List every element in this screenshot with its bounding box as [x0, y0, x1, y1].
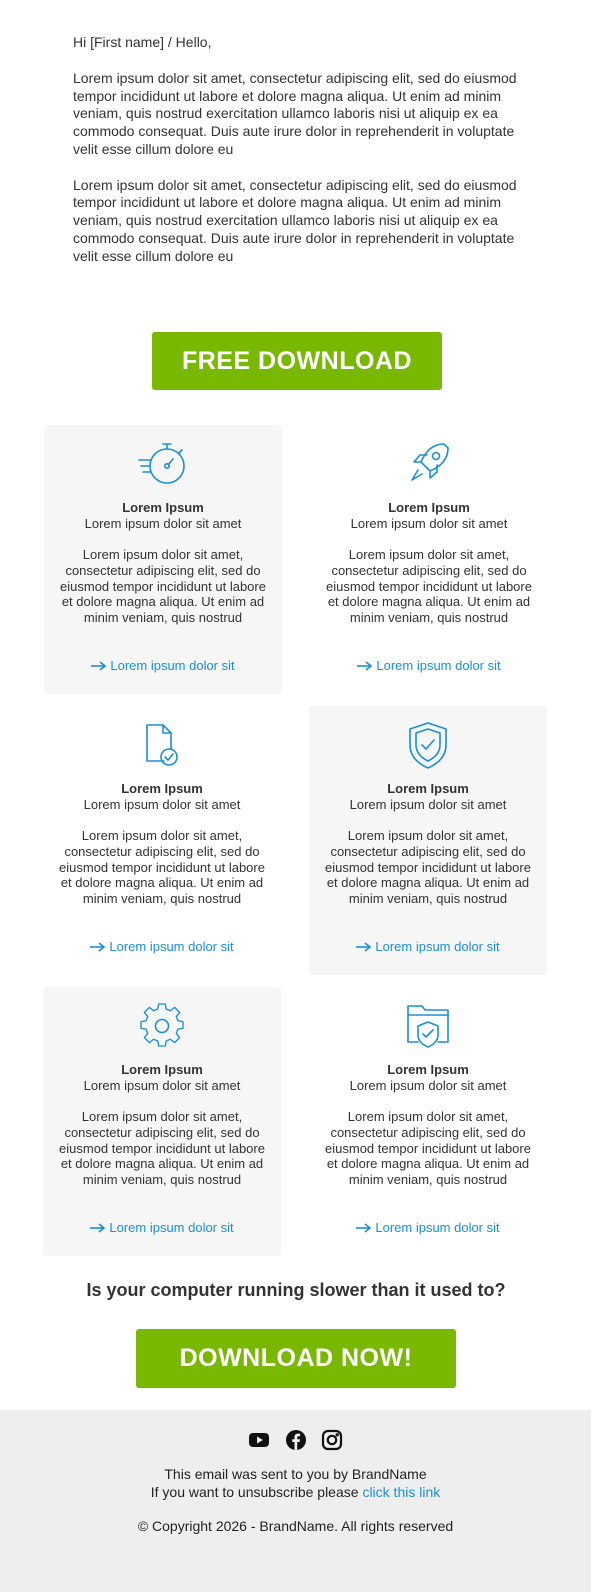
card-subtitle: Lorem ipsum dolor sit amet [350, 516, 508, 531]
card-title: Lorem Ipsum [387, 1062, 469, 1077]
card-link-label[interactable]: Lorem ipsum dolor sit [375, 1220, 500, 1235]
feature-card [43, 987, 281, 1256]
arrow-right-icon [91, 659, 107, 674]
card-link-label[interactable]: Lorem ipsum dolor sit [109, 939, 234, 954]
shield-check-icon [309, 721, 547, 771]
card-link-label[interactable]: Lorem ipsum dolor sit [109, 1220, 234, 1235]
rocket-icon [310, 440, 548, 490]
card-link-label[interactable]: Lorem ipsum dolor sit [110, 658, 235, 673]
intro-paragraph: Lorem ipsum dolor sit amet, consectetur adipiscing elit, sed do eiusmod tempor incididunt ut labore et dolore magna aliqua. Ut enim ad minim veniam, quis nostrud exercitation ullamco laboris nisi ut aliquip ex ea commodo consequat. Duis aute irure dolor in reprehenderit in voluptate velit esse cillum dolore eu [73, 176, 517, 264]
stopwatch-icon [44, 440, 282, 490]
free-download-button[interactable]: FREE DOWNLOAD [152, 332, 442, 390]
feature-card [309, 987, 547, 1256]
arrow-right-icon [90, 940, 106, 955]
sent-by-text: This email was sent to you by BrandName [164, 1466, 427, 1482]
card-link[interactable] [309, 939, 547, 955]
copyright: © Copyright 2026 - BrandName. All rights reserved [137, 1518, 454, 1534]
card-title: Lorem Ipsum [122, 500, 204, 515]
card-link[interactable] [44, 658, 282, 674]
question-heading: Is your computer running slower than it used to? [86, 1280, 506, 1300]
gear-icon [43, 1002, 281, 1052]
card-body: Lorem ipsum dolor sit amet, consectetur adipiscing elit, sed do eiusmod tempor incididunt ut labore et dolore magna aliqua. Ut enim ad minim veniam, quis nostrud [59, 1109, 265, 1188]
download-now-button[interactable]: DOWNLOAD NOW! [136, 1329, 456, 1388]
card-body: Lorem ipsum dolor sit amet, consectetur adipiscing elit, sed do eiusmod tempor incididunt ut labore et dolore magna aliqua. Ut enim ad minim veniam, quis nostrud [59, 828, 265, 907]
card-body: Lorem ipsum dolor sit amet, consectetur adipiscing elit, sed do eiusmod tempor incididunt ut labore et dolore magna aliqua. Ut enim ad minim veniam, quis nostrud [60, 547, 266, 626]
card-link[interactable] [310, 658, 548, 674]
feature-card [309, 706, 547, 975]
instagram-icon[interactable] [321, 1429, 343, 1456]
card-subtitle: Lorem ipsum dolor sit amet [84, 516, 242, 531]
card-title: Lorem Ipsum [121, 1062, 203, 1077]
arrow-right-icon [90, 1221, 106, 1236]
intro-paragraph: Lorem ipsum dolor sit amet, consectetur adipiscing elit, sed do eiusmod tempor incididunt ut labore et dolore magna aliqua. Ut enim ad minim veniam, quis nostrud exercitation ullamco laboris nisi ut aliquip ex ea commodo consequat. Duis aute irure dolor in reprehenderit in voluptate velit esse cillum dolore eu [73, 69, 517, 157]
card-body: Lorem ipsum dolor sit amet, consectetur adipiscing elit, sed do eiusmod tempor incididunt ut labore et dolore magna aliqua. Ut enim ad minim veniam, quis nostrud [326, 547, 532, 626]
facebook-icon[interactable] [285, 1429, 307, 1456]
footer [0, 1410, 591, 1592]
card-body: Lorem ipsum dolor sit amet, consectetur adipiscing elit, sed do eiusmod tempor incididunt ut labore et dolore magna aliqua. Ut enim ad minim veniam, quis nostrud [325, 828, 531, 907]
feature-card [310, 425, 548, 694]
feature-card [44, 425, 282, 694]
arrow-right-icon [356, 1221, 372, 1236]
arrow-right-icon [357, 659, 373, 674]
unsubscribe-line [0, 1483, 591, 1501]
card-link[interactable] [43, 1220, 281, 1236]
card-subtitle: Lorem ipsum dolor sit amet [83, 1078, 241, 1093]
folder-shield-icon [309, 1002, 547, 1052]
footer-notice [0, 1465, 591, 1501]
card-subtitle: Lorem ipsum dolor sit amet [83, 797, 241, 812]
card-link[interactable] [309, 1220, 547, 1236]
card-subtitle: Lorem ipsum dolor sit amet [349, 1078, 507, 1093]
unsubscribe-link[interactable]: click this link [362, 1484, 441, 1500]
card-link-label[interactable]: Lorem ipsum dolor sit [375, 939, 500, 954]
document-check-icon [43, 721, 281, 771]
arrow-right-icon [356, 940, 372, 955]
intro-text [73, 34, 528, 283]
card-title: Lorem Ipsum [387, 781, 469, 796]
unsubscribe-text: If you want to unsubscribe please [150, 1484, 363, 1500]
card-subtitle: Lorem ipsum dolor sit amet [349, 797, 507, 812]
social-links [0, 1429, 591, 1456]
card-body: Lorem ipsum dolor sit amet, consectetur adipiscing elit, sed do eiusmod tempor incididunt ut labore et dolore magna aliqua. Ut enim ad minim veniam, quis nostrud [325, 1109, 531, 1188]
youtube-icon[interactable] [248, 1429, 270, 1456]
card-title: Lorem Ipsum [121, 781, 203, 796]
card-link[interactable] [43, 939, 281, 955]
card-title: Lorem Ipsum [388, 500, 470, 515]
card-link-label[interactable]: Lorem ipsum dolor sit [376, 658, 501, 673]
greeting: Hi [First name] / Hello, [73, 34, 212, 50]
feature-card [43, 706, 281, 975]
